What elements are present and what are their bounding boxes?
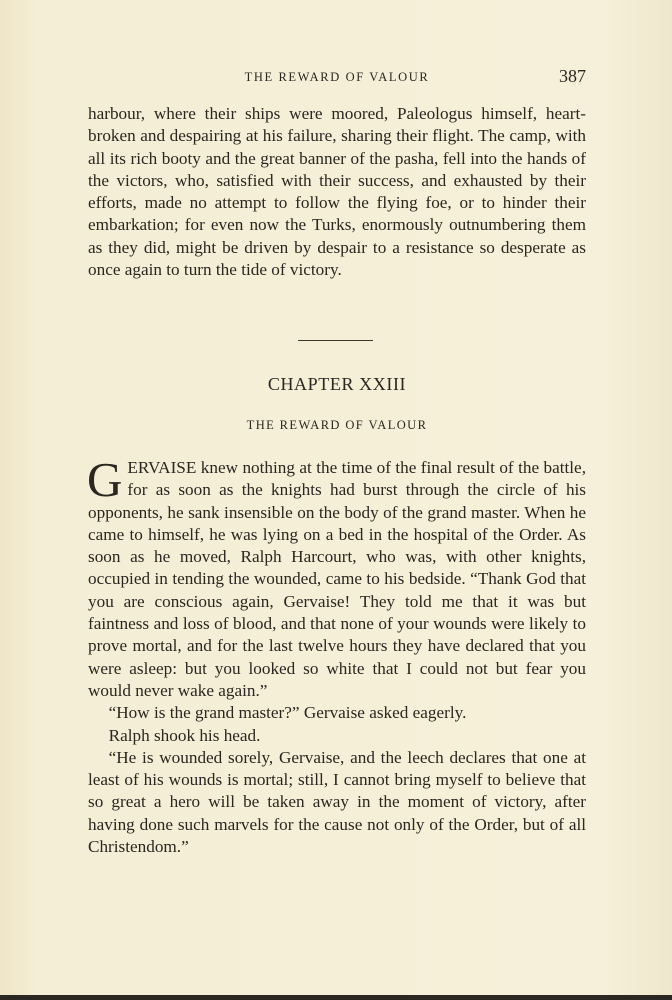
chapter-body: [87, 452, 586, 858]
chapter-subtitle: THE REWARD OF VALOUR: [246, 418, 428, 432]
running-title: THE REWARD OF VALOUR: [244, 70, 430, 84]
drop-cap: G: [87, 452, 123, 507]
paragraph: “How is the grand master?” Gervaise asked eagerly.: [108, 703, 467, 723]
page-bottom-edge: [0, 995, 672, 1000]
continued-paragraph-block: [88, 103, 586, 281]
opening-paragraph: [87, 452, 586, 702]
paragraph: Ralph shook his head.: [108, 725, 261, 745]
section-divider: [298, 340, 373, 341]
continued-paragraph: harbour, where their ships were moored, Paleologus himself, heart-broken and despairing at his failure, sharing their flight. The camp, with all its rich booty and the great banner of the pasha, fell into the hands of the victors, who, satisfied with their success, and exhausted by their efforts, made no attempt to follow the flying foe, or to hinder their embarkation; for even now the Turks, enormously outnumbering them as they did, might be driven by despair to a resistance so desperate as once again to turn the tide of victory.: [88, 104, 586, 280]
paragraph: “He is wounded sorely, Gervaise, and the leech declares that one at least of his wounds is mortal; still, I cannot bring myself to believe that so great a hero will be taken away in the moment of victory, after having done such marvels for the cause not only of the Order, but of all Christendom.”: [88, 747, 586, 857]
chapter-title: CHAPTER XXIII: [267, 374, 407, 394]
opening-paragraph-text: ERVAISE knew nothing at the time of the final result of the battle, for as soon as the knights had burst through the circle of his opponents, he sank insensible on the body of the grand master. When he came to himself, he was lying on a bed in the hospital of the Order. As soon as he moved, Ralph Harcourt, who was, with other knights, occupied in tending the wounded, came to his bedside. “Thank God that you are conscious again, Gervaise! They told me that it was but faintness and loss of blood, and that none of your wounds were likely to prove mortal, and for the last twelve hours they have declared that you were asleep: but you looked so white that I could not but fear you would never wake again.”: [88, 458, 586, 700]
page-number: 387: [559, 66, 586, 86]
running-header: [88, 66, 586, 90]
